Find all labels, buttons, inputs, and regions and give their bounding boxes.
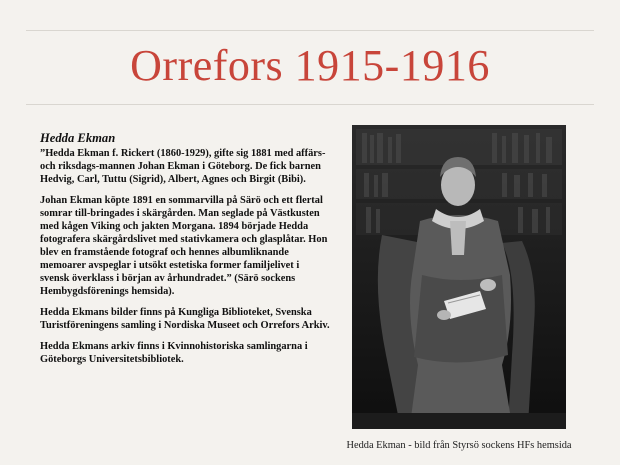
photo-caption: Hedda Ekman - bild från Styrsö sockens HFs hemsida (346, 440, 572, 451)
title-divider (26, 104, 594, 105)
section-heading: Hedda Ekman (40, 131, 116, 145)
text-column (40, 131, 330, 374)
paragraph-history: Johan Ekman köpte 1891 en sommarvilla på Särö och ett flertal somrar till-bringades i skärgården. Man seglade på Västkusten med kågen Viking och jakten Morgana. 1894 började Hedda fotografera skärgårdslivet med stativkamera och glasplåtar. Hon blev en framstående fotograf och hennes albumliknande memoarer avspeglar i utsökt estetiska former familjelivet i svensk överklass i början av århundradet.” (Särö sockens Hembygdsförenings hemsida). (40, 195, 328, 297)
portrait-illustration (352, 125, 566, 429)
slide-title: Orrefors 1915-1916 (130, 41, 490, 90)
paragraph-archive: Hedda Ekmans arkiv finns i Kvinnohistoriska samlingarna i Göteborgs Universitetsbibliotek. (40, 341, 308, 365)
top-divider (26, 30, 594, 31)
paragraph-bio: ”Hedda Ekman f. Rickert (1860-1929), gifte sig 1881 med affärs- och riksdags-mannen Johan Ekman i Göteborg. De fick barnen Hedvig, Carl, Tuttu (Sigrid), Albert, Agnes och Birgit (Bibi). (40, 148, 326, 185)
portrait-photo (352, 125, 566, 429)
paragraph-collections: Hedda Ekmans bilder finns på Kungliga Biblioteket, Svenska Turistföreningens samling i Nordiska Museet och Orrefors Arkiv. (40, 307, 330, 331)
